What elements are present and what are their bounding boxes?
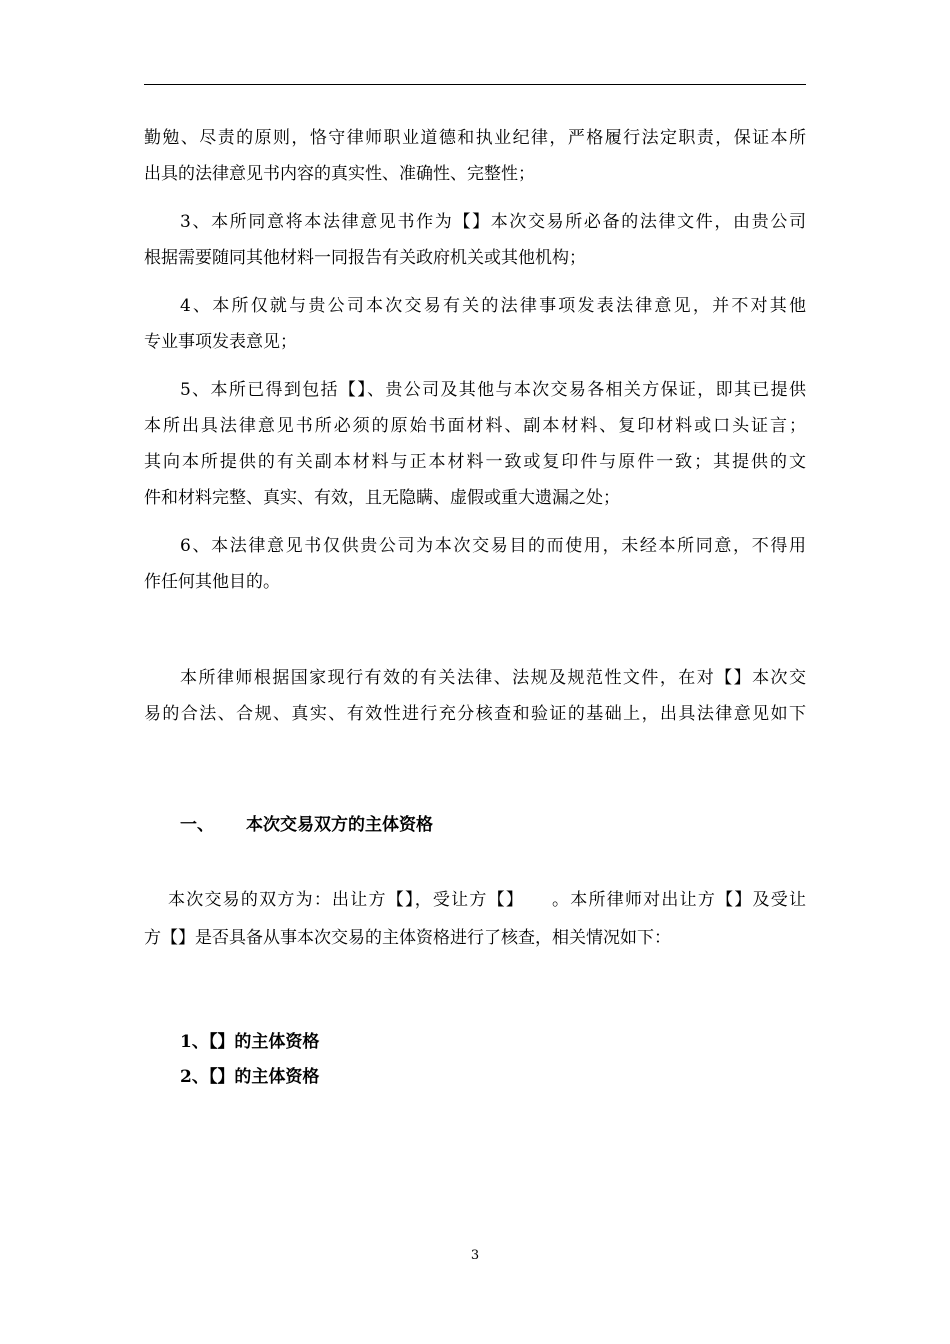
paragraph-line: 出具的法律意见书内容的真实性、准确性、完整性；	[144, 164, 535, 184]
paragraph-line: 易的合法、合规、真实、有效性进行充分核查和验证的基础上，出具法律意见如下	[144, 704, 806, 724]
paragraph-line: 本所律师根据国家现行有效的有关法律、法规及规范性文件，在对【】本次交	[180, 668, 806, 688]
paragraph-line: 其向本所提供的有关副本材料与正本材料一致或复印件与原件一致；其提供的文	[144, 452, 806, 472]
header-rule	[144, 84, 806, 85]
paragraph-line: 6、本法律意见书仅供贵公司为本次交易目的而使用，未经本所同意，不得用	[180, 536, 806, 556]
subheading: 2、【】的主体资格	[180, 1067, 320, 1087]
section-number: 一、	[180, 815, 214, 835]
paragraph-line: 勤勉、尽责的原则，恪守律师职业道德和执业纪律，严格履行法定职责，保证本所	[144, 128, 806, 148]
paragraph-line: 作任何其他目的。	[144, 572, 280, 592]
page-number: 3	[470, 1248, 480, 1263]
paragraph-line: 专业事项发表意见；	[144, 332, 297, 352]
paragraph-line: 4、本所仅就与贵公司本次交易有关的法律事项发表法律意见，并不对其他	[180, 296, 806, 316]
subheading: 1、【】的主体资格	[180, 1032, 320, 1052]
paragraph-line: 方【】是否具备从事本次交易的主体资格进行了核查，相关情况如下：	[144, 928, 671, 948]
paragraph-line: 5、本所已得到包括【】、贵公司及其他与本次交易各相关方保证，即其已提供	[180, 380, 806, 400]
paragraph-line: 本所出具法律意见书所必须的原始书面材料、副本材料、复印材料或口头证言；	[144, 416, 806, 436]
paragraph-line: 3、本所同意将本法律意见书作为【】本次交易所必备的法律文件，由贵公司	[180, 212, 806, 232]
paragraph-line: 根据需要随同其他材料一同报告有关政府机关或其他机构；	[144, 248, 586, 268]
section-title: 本次交易双方的主体资格	[246, 815, 433, 835]
paragraph-line: 本次交易的双方为：出让方【】，受让方【】 。本所律师对出让方【】及受让	[168, 890, 806, 910]
paragraph-line: 件和材料完整、真实、有效，且无隐瞒、虚假或重大遗漏之处；	[144, 488, 620, 508]
